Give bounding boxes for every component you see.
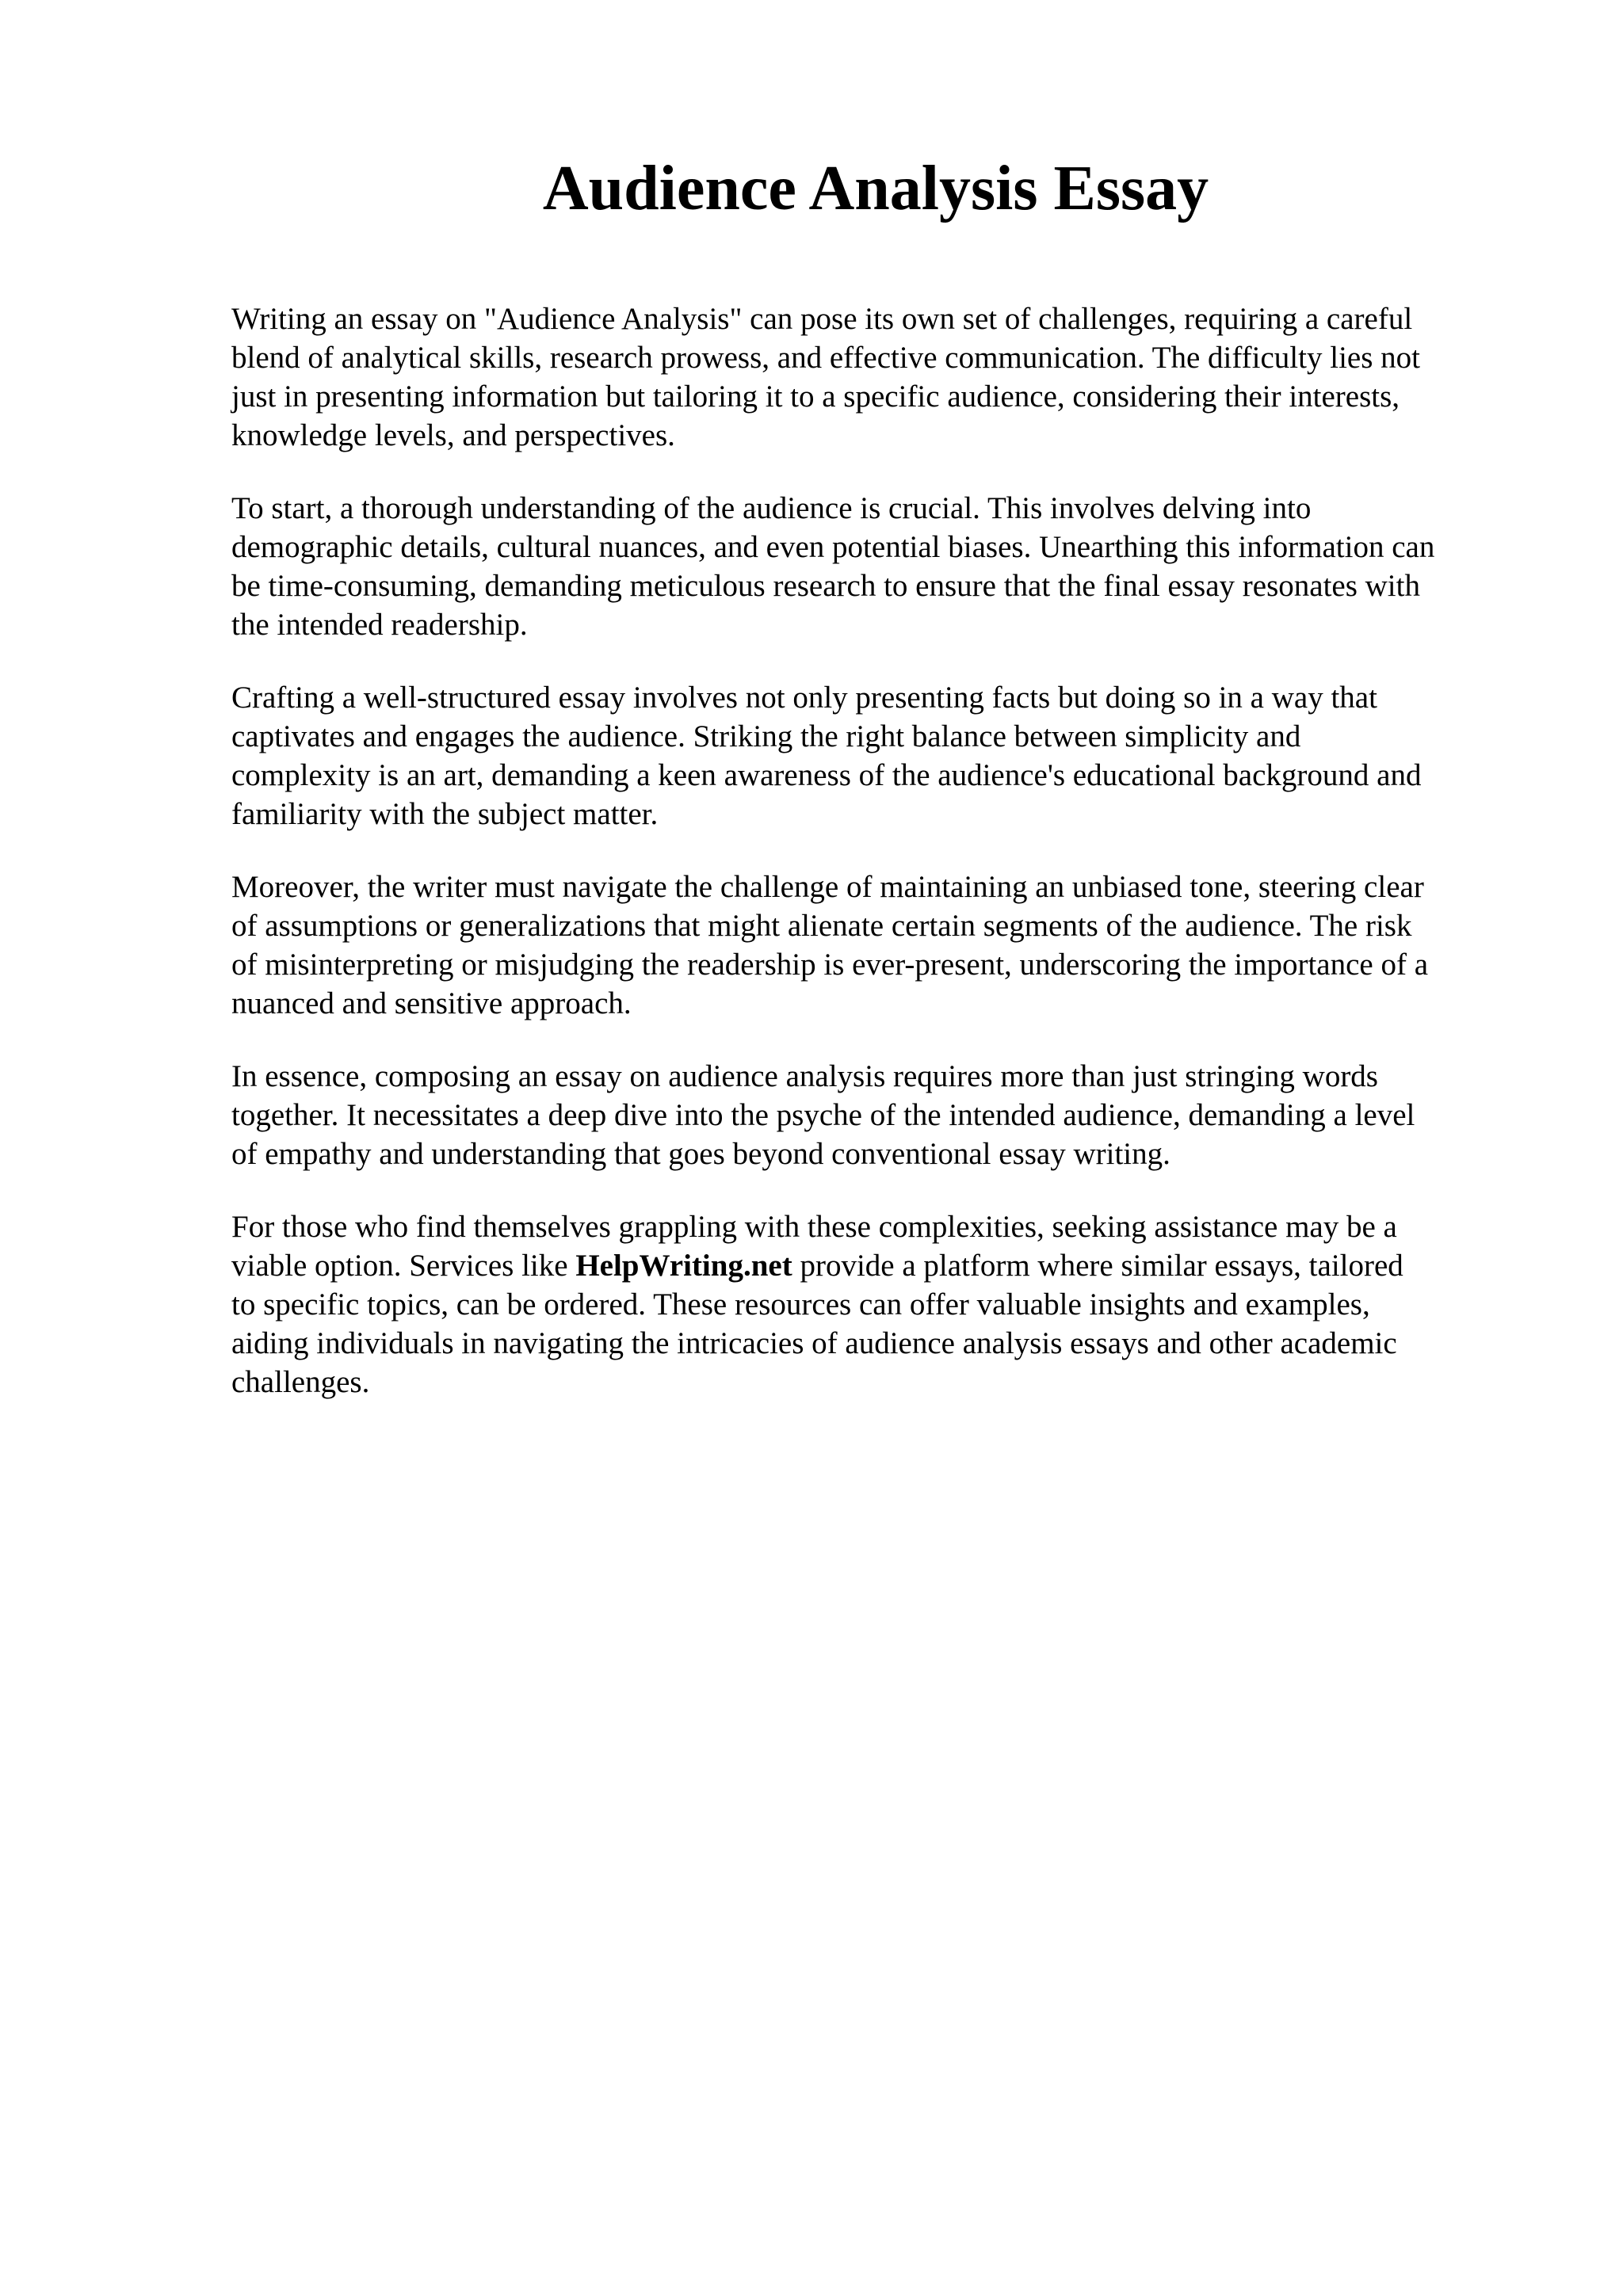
text-line: together. It necessitates a deep dive into the psyche of the intended audience, demanding a level: [231, 1098, 1415, 1132]
text-line: of empathy and understanding that goes beyond conventional essay writing.: [231, 1137, 1170, 1171]
text-line: challenges.: [231, 1365, 370, 1399]
text-line: demographic details, cultural nuances, and even potential biases. Unearthing this information can: [231, 530, 1435, 564]
text-line: to specific topics, can be ordered. These resources can offer valuable insights and examples,: [231, 1287, 1370, 1322]
text-line: [231, 1246, 1531, 1285]
text-line: knowledge levels, and perspectives.: [231, 418, 675, 452]
text-line: of misinterpreting or misjudging the readership is ever-present, underscoring the importance of a: [231, 948, 1429, 982]
brand-name: HelpWriting.net: [575, 1249, 792, 1283]
paragraph-3: [231, 678, 1531, 833]
text-line: Moreover, the writer must navigate the challenge of maintaining an unbiased tone, steering clear: [231, 870, 1424, 904]
text-line: Writing an essay on "Audience Analysis" can pose its own set of challenges, requiring a careful: [231, 302, 1413, 336]
text-segment: provide a platform where similar essays, tailored: [792, 1249, 1403, 1283]
text-line: the intended readership.: [231, 608, 528, 642]
text-line: be time-consuming, demanding meticulous research to ensure that the final essay resonates with: [231, 569, 1420, 603]
text-line: just in presenting information but tailoring it to a specific audience, considering their interests,: [231, 379, 1400, 414]
text-line: aiding individuals in navigating the intricacies of audience analysis essays and other academic: [231, 1326, 1397, 1360]
text-segment: viable option. Services like: [231, 1249, 576, 1283]
paragraph-6: [231, 1207, 1531, 1402]
essay-body: [231, 299, 1531, 1436]
text-line: To start, a thorough understanding of the audience is crucial. This involves delving into: [231, 491, 1312, 525]
page-title: Audience Analysis Essay: [542, 154, 1209, 223]
text-line: Crafting a well-structured essay involves not only presenting facts but doing so in a way that: [231, 681, 1377, 715]
text-line: of assumptions or generalizations that might alienate certain segments of the audience. The risk: [231, 909, 1412, 943]
text-line: blend of analytical skills, research prowess, and effective communication. The difficulty lies not: [231, 341, 1420, 375]
text-line: For those who find themselves grappling with these complexities, seeking assistance may be a: [231, 1210, 1397, 1244]
paragraph-5: [231, 1057, 1531, 1173]
paragraph-2: [231, 489, 1531, 644]
text-line: nuanced and sensitive approach.: [231, 986, 632, 1020]
paragraph-1: [231, 299, 1531, 455]
text-line: In essence, composing an essay on audience analysis requires more than just stringing words: [231, 1059, 1378, 1093]
text-line: complexity is an art, demanding a keen awareness of the audience's educational background and: [231, 758, 1422, 792]
text-line: captivates and engages the audience. Striking the right balance between simplicity and: [231, 719, 1301, 753]
paragraph-4: [231, 868, 1531, 1023]
text-line: familiarity with the subject matter.: [231, 797, 659, 831]
